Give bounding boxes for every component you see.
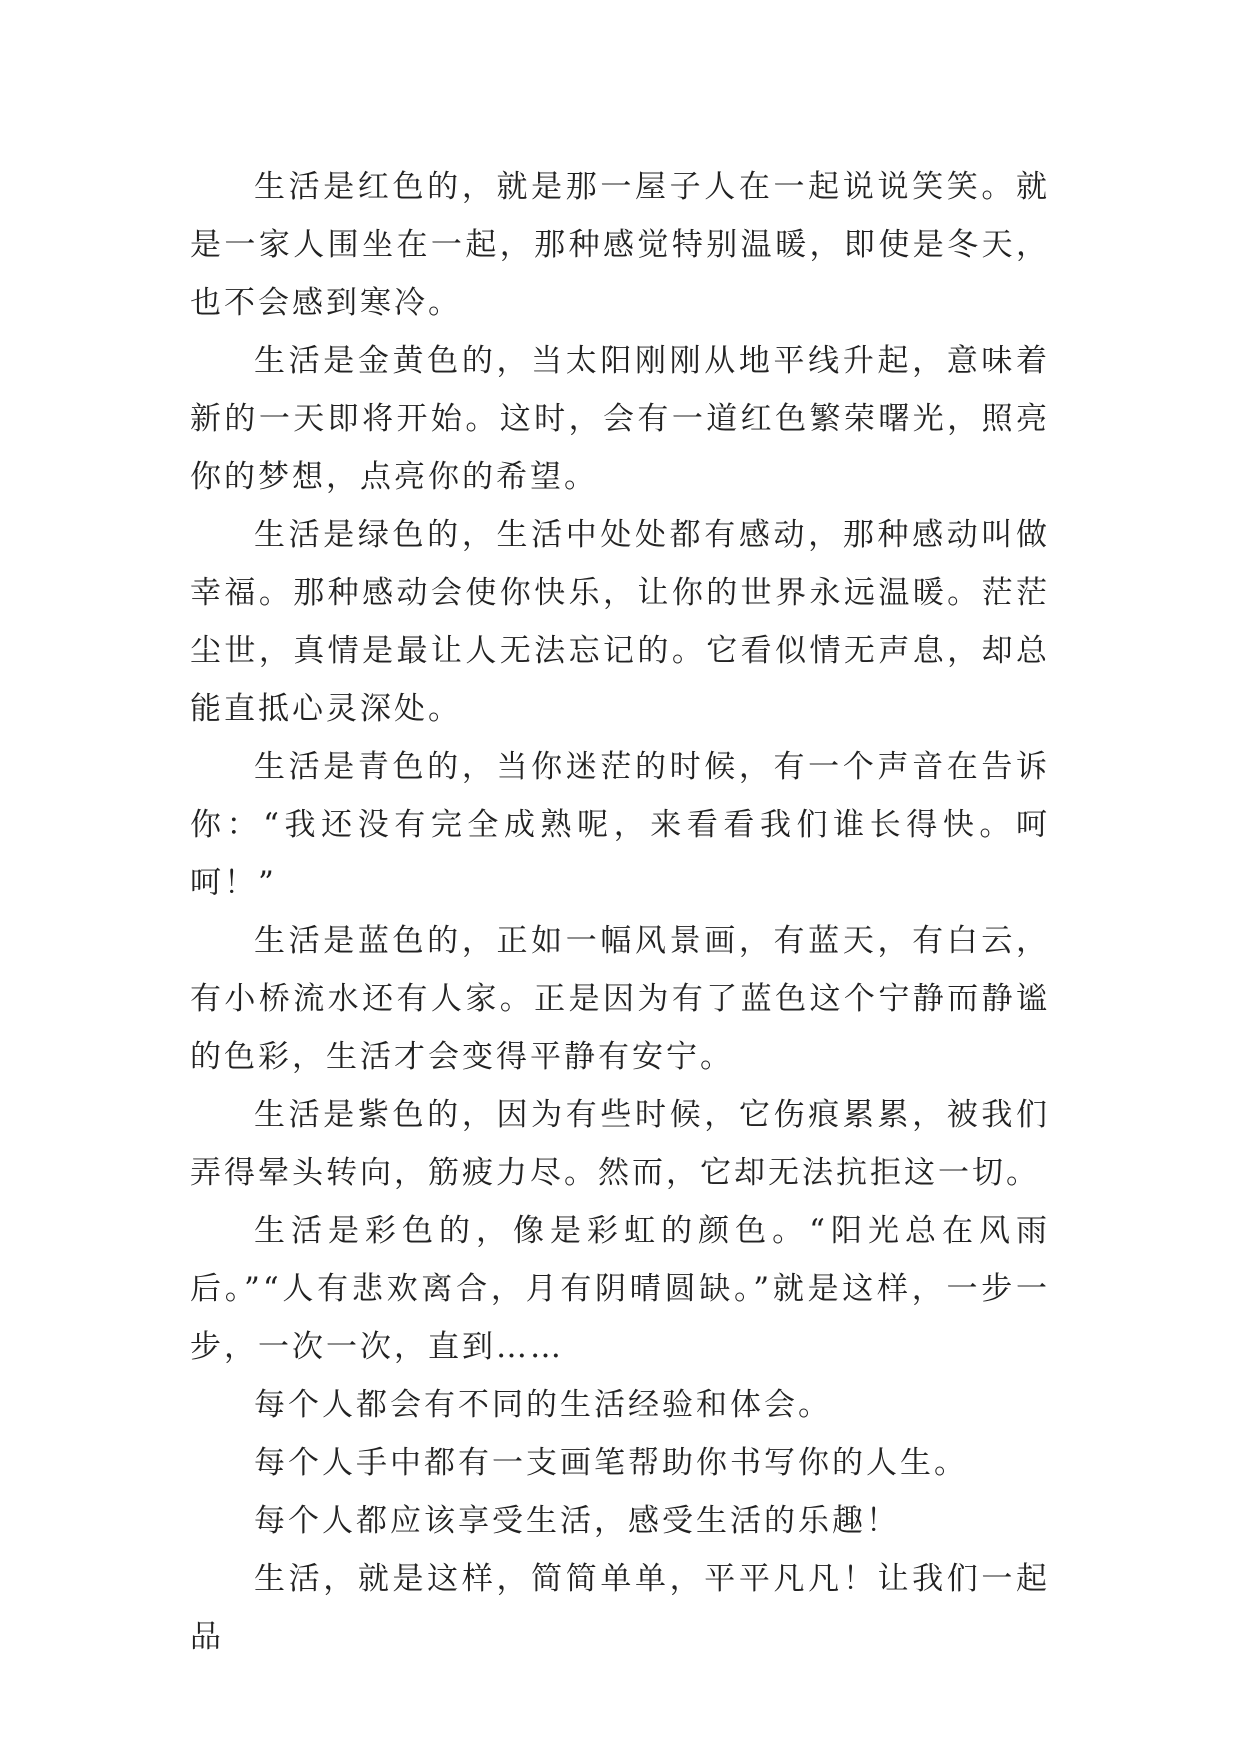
paragraph-green: 生活是绿色的，生活中处处都有感动，那种感动叫做幸福。那种感动会使你快乐，让你的世界永远温暖。茫茫尘世，真情是最让人无法忘记的。它看似情无声息，却总能直抵心灵深处。 [190,517,1050,727]
document-body [190,158,1050,1666]
paragraph-purple: 生活是紫色的，因为有些时候，它伤痕累累，被我们弄得晕头转向，筋疲力尽。然而，它却无法抗拒这一切。 [190,1097,1050,1191]
paragraph-colorful: 生活是彩色的，像是彩虹的颜色。“阳光总在风雨后。”“人有悲欢离合，月有阴晴圆缺。”就是这样，一步一步，一次一次，直到…… [190,1213,1050,1365]
paragraph-blue: 生活是蓝色的，正如一幅风景画，有蓝天，有白云，有小桥流水还有人家。正是因为有了蓝色这个宁静而静谧的色彩，生活才会变得平静有安宁。 [190,923,1050,1075]
paragraph-golden: 生活是金黄色的，当太阳刚刚从地平线升起，意味着新的一天即将开始。这时，会有一道红色繁荣曙光，照亮你的梦想，点亮你的希望。 [190,343,1050,495]
paragraph-simple: 生活，就是这样，简简单单，平平凡凡！让我们一起品 [190,1561,1050,1655]
paragraph-red: 生活是红色的，就是那一屋子人在一起说说笑笑。就是一家人围坐在一起，那种感觉特别温暖，即使是冬天，也不会感到寒冷。 [190,169,1050,321]
paragraph-cyan: 生活是青色的，当你迷茫的时候，有一个声音在告诉你：“我还没有完全成熟呢，来看看我们谁长得快。呵呵！” [190,749,1050,901]
paragraph-paintbrush: 每个人手中都有一支画笔帮助你书写你的人生。 [254,1445,968,1481]
paragraph-experience: 每个人都会有不同的生活经验和体会。 [254,1387,832,1423]
paragraph-enjoy: 每个人都应该享受生活，感受生活的乐趣！ [254,1503,900,1539]
